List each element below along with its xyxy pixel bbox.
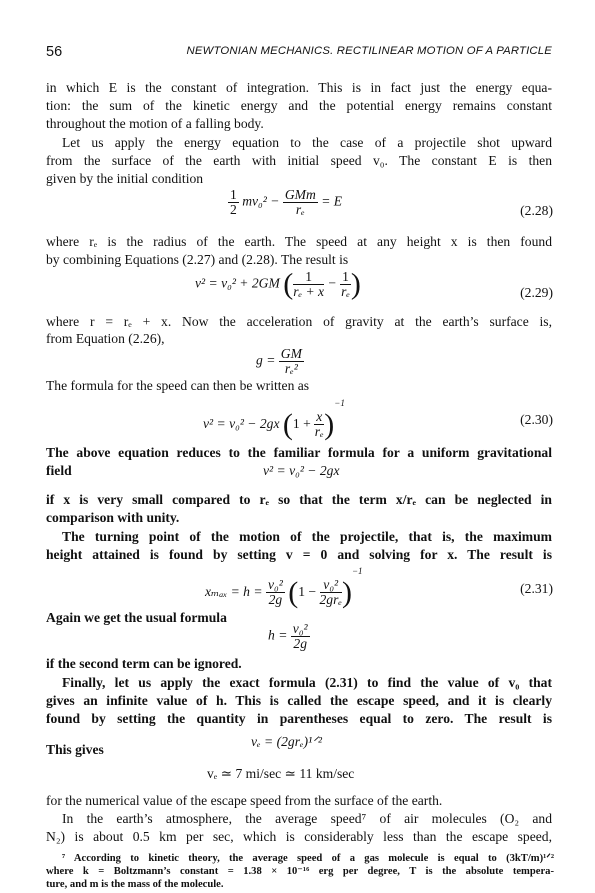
eq-term: h = — [268, 627, 288, 643]
text-line: for the numerical value of the escape speed from the surface of the earth. — [46, 793, 443, 808]
text-line: comparison with unity. — [46, 510, 180, 525]
footnote-line: where k = Boltzmann’s constant = 1.38 × 10⁻¹⁶ erg per degree, T is the absolute tempera- — [46, 866, 554, 877]
eq-term: vₑ = (2grₑ)¹ᐟ² — [251, 734, 322, 749]
right-paren: ) — [341, 575, 352, 609]
text-line: Again we get the usual formula — [46, 610, 227, 625]
text-line: tion: the sum of the kinetic energy and the potential energy remains constant — [46, 98, 552, 113]
eq-term: v² = v₀² + 2GM — [195, 275, 280, 291]
text-line: In the earth’s atmosphere, the average speed⁷ of air molecules (O₂ and — [62, 811, 552, 826]
footnote-line: ⁷ According to kinetic theory, the average speed of a gas molecule is equal to (3kT/m)¹ᐟ² — [62, 853, 554, 864]
right-paren: ) — [324, 407, 335, 441]
eq-fraction-numerator: GM — [280, 346, 302, 361]
eq-term: v² = v₀² − 2gx — [263, 463, 340, 478]
eq-fraction-denominator: 2 — [230, 202, 237, 217]
eq-term: = E — [321, 193, 343, 209]
text-line: height attained is found by setting v = 0 and solving for x. The result is — [46, 547, 552, 562]
equation-escape-speed — [251, 734, 322, 750]
text-line: from Equation (2.26), — [46, 331, 165, 346]
equation-uniform-field — [263, 463, 340, 479]
eq-term: xₘₐₓ = h = — [205, 584, 263, 599]
text-line: found by setting the quantity in parentheses equal to zero. The result is — [46, 711, 552, 726]
eq-term: 1 − — [298, 584, 317, 599]
eq-fraction-denominator: 2g — [293, 636, 307, 651]
right-paren: ) — [350, 267, 361, 301]
eq-fraction-numerator: 1 — [293, 270, 324, 285]
text-line: This gives — [46, 742, 104, 757]
eq-fraction-numerator: v₀² — [320, 578, 342, 593]
text-line: Finally, let us apply the exact formula (2.31) to find the value of v₀ that — [62, 675, 552, 690]
equation-number: (2.31) — [520, 581, 553, 596]
text-line: given by the initial condition — [46, 171, 204, 186]
equation-2-29 — [195, 267, 361, 301]
equation-2-31 — [205, 566, 363, 607]
eq-exponent: −1 — [351, 566, 363, 576]
eq-fraction-denominator: rₑ — [314, 424, 324, 440]
eq-fraction-numerator: 1 — [230, 187, 237, 202]
eq-exponent: −1 — [334, 398, 345, 408]
text-line: gives an infinite value of h. This is called the escape speed, and it is clearly — [46, 693, 552, 708]
text-line: if the second term can be ignored. — [46, 656, 242, 671]
text-line: throughout the motion of a falling body. — [46, 116, 264, 131]
text-line: field — [46, 463, 72, 478]
text-line: The formula for the speed can then be written as — [46, 378, 310, 393]
equation-number: (2.28) — [520, 203, 553, 218]
text-line: by combining Equations (2.27) and (2.28). The result is — [46, 252, 349, 267]
text-line: Let us apply the energy equation to the case of a projectile shot upward — [62, 135, 552, 150]
eq-term: − — [327, 275, 337, 291]
eq-fraction-numerator: GMm — [284, 187, 316, 202]
equation-2-28 — [228, 188, 342, 217]
equation-gravity — [256, 347, 304, 376]
eq-fraction-denominator: rₑ — [295, 202, 305, 217]
eq-term: mv₀² − — [242, 193, 280, 209]
eq-term: vₑ ≃ 7 mi/sec ≃ 11 km/sec — [207, 766, 355, 781]
running-title: NEWTONIAN MECHANICS. RECTILINEAR MOTION OF A PARTICLE — [186, 45, 552, 57]
text-line: from the surface of the earth with initial speed v₀. The constant E is then — [46, 153, 552, 168]
text-line: The above equation reduces to the familiar formula for a uniform gravitational — [46, 445, 552, 460]
text-line: in which E is the constant of integration. This is in fact just the energy equa- — [46, 80, 552, 95]
left-paren: ( — [288, 575, 299, 609]
equation-number: (2.30) — [520, 412, 553, 427]
text-line: where rₑ is the radius of the earth. The speed at any height x is then found — [46, 234, 552, 249]
left-paren: ( — [283, 267, 294, 301]
left-paren: ( — [282, 407, 293, 441]
equation-height — [268, 622, 310, 651]
eq-fraction-denominator: 2grₑ — [319, 592, 342, 608]
footnote-line: ture, and m is the mass of the molecule. — [46, 879, 224, 890]
page-number: 56 — [46, 44, 63, 60]
equation-escape-value — [207, 766, 354, 782]
text-line: The turning point of the motion of the projectile, that is, the maximum — [62, 529, 552, 544]
eq-fraction-numerator: v₀² — [292, 621, 308, 636]
eq-fraction-numerator: 1 — [342, 269, 349, 284]
equation-2-30 — [203, 398, 345, 439]
eq-fraction-denominator: rₑ² — [284, 361, 298, 376]
equation-number: (2.29) — [520, 285, 553, 300]
eq-term: v² = v₀² − 2gx — [203, 416, 280, 431]
text-line: where r = rₑ + x. Now the acceleration of gravity at the earth’s surface is, — [46, 314, 552, 329]
eq-term: g = — [256, 352, 276, 368]
eq-term: 1 + — [292, 416, 311, 431]
eq-fraction-numerator: v₀² — [267, 577, 283, 593]
eq-fraction-numerator: x — [316, 409, 323, 425]
eq-fraction-denominator: rₑ — [341, 284, 350, 299]
text-line: if x is very small compared to rₑ so that the term x/rₑ can be neglected in — [46, 492, 552, 507]
eq-fraction-denominator: 2g — [268, 592, 283, 608]
eq-fraction-denominator: rₑ + x — [293, 284, 325, 299]
text-line: N₂) is about 0.5 km per sec, which is considerably less than the escape speed, — [46, 829, 552, 844]
